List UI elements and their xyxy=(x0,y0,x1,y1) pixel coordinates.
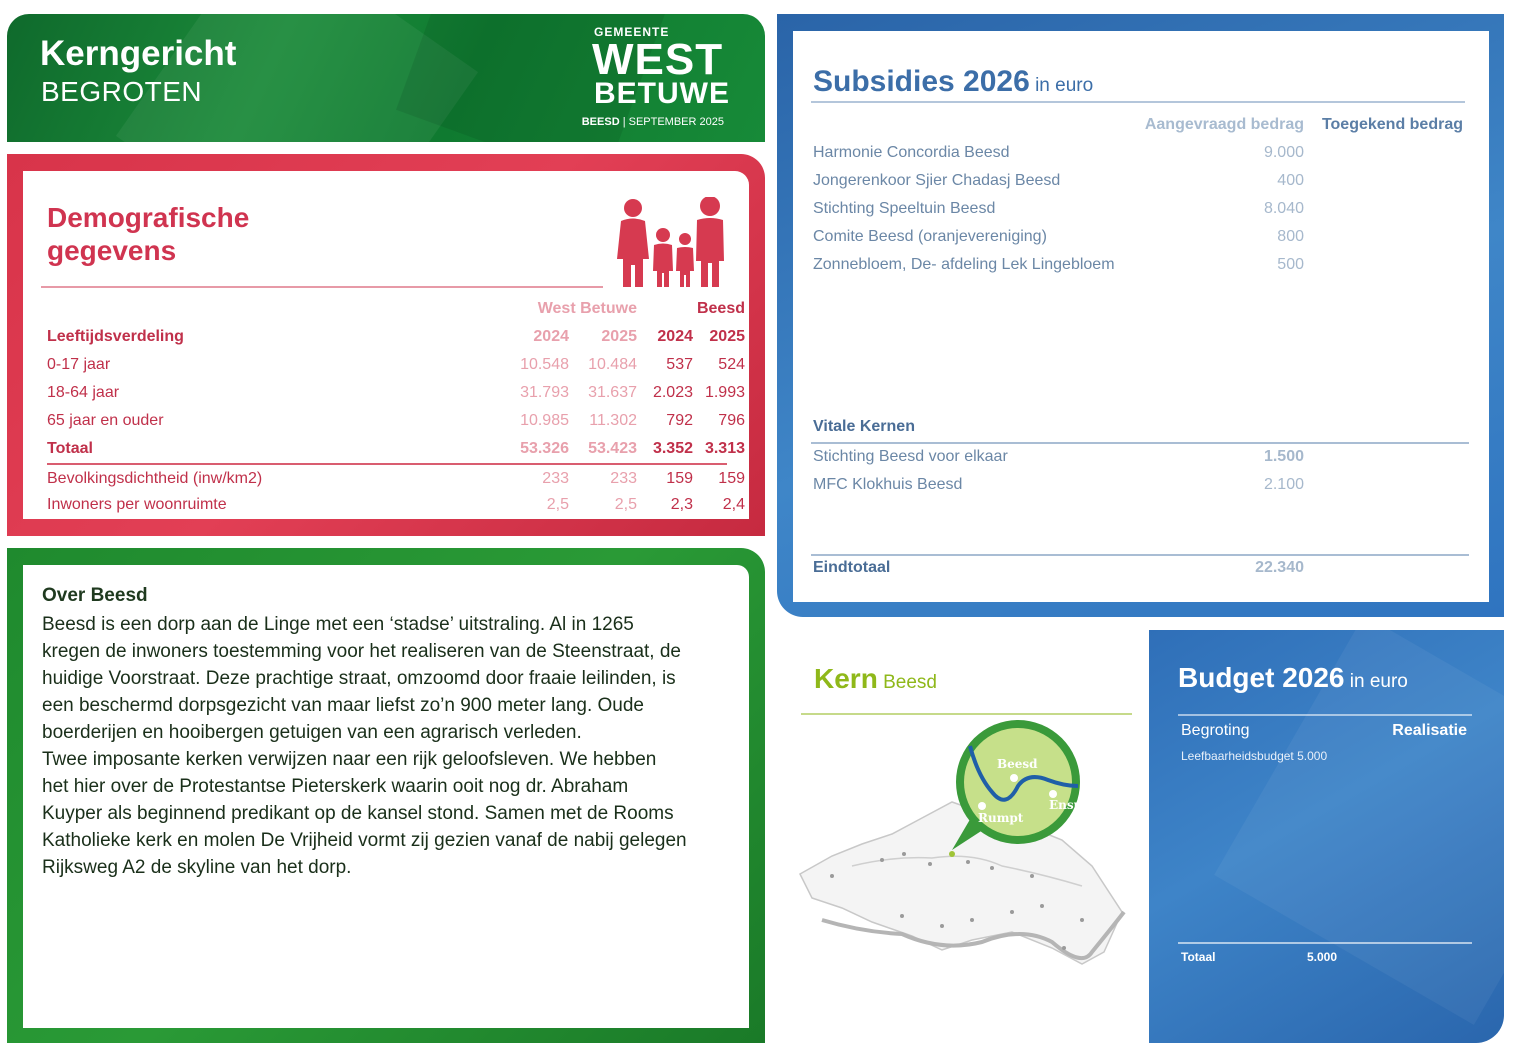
budget-item: Leefbaarheidsbudget 5.000 xyxy=(1181,749,1328,763)
header-date-line xyxy=(582,116,724,128)
text-line: het hier over de Protestantse Pieterskerk waarin ooit nog dr. Abraham xyxy=(42,776,629,797)
row-label: Stichting Beesd voor elkaar xyxy=(813,448,1008,465)
text-line: Beesd is een dorp aan de Linge met een ‘stadse’ uitstraling. Al in 1265 xyxy=(42,614,634,635)
map-label-beesd: Beesd xyxy=(997,757,1038,771)
table-row xyxy=(813,443,1469,471)
budget-panel xyxy=(1149,630,1504,1043)
row-label: 18-64 jaar xyxy=(47,384,120,401)
year-header: 2025 xyxy=(601,328,637,345)
cell-value: 233 xyxy=(610,470,637,487)
vitale-kernen-table xyxy=(813,443,1469,499)
budget-total-label: Totaal xyxy=(1181,950,1216,964)
cell-value: 2,4 xyxy=(722,496,745,513)
vitale-kernen-title: Vitale Kernen xyxy=(813,418,915,435)
header-date: | SEPTEMBER 2025 xyxy=(619,116,724,128)
cell-value: 10.548 xyxy=(520,356,569,373)
table-header-row xyxy=(813,111,1469,139)
table-header-row xyxy=(47,323,745,351)
map-label-enspijk: Enspijk xyxy=(1049,798,1100,812)
cell-value: 1.500 xyxy=(1263,448,1304,465)
subsidies-divider xyxy=(811,101,1465,103)
cell-value: 2,5 xyxy=(546,496,569,513)
cell-value: 31.637 xyxy=(588,384,637,401)
over-card xyxy=(23,565,749,1028)
cell-value: 11.302 xyxy=(589,412,637,429)
over-text xyxy=(42,611,732,881)
budget-total-divider xyxy=(1178,942,1472,944)
total-value: 22.340 xyxy=(1255,559,1304,576)
group-west-betuwe: West Betuwe xyxy=(537,300,637,317)
header-place: BEESD xyxy=(581,116,620,128)
row-label: Inwoners per woonruimte xyxy=(47,496,227,513)
year-header: 2024 xyxy=(657,328,693,345)
cell-value: 2.100 xyxy=(1263,476,1304,493)
budget-total-value: 5.000 xyxy=(1307,950,1338,964)
text-line: Rijksweg A2 de skyline van het dorp. xyxy=(42,857,352,878)
family-icon xyxy=(615,197,730,289)
row-label: 65 jaar en ouder xyxy=(47,412,164,429)
budget-title xyxy=(1178,662,1408,694)
demografie-title-line: gegevens xyxy=(47,235,177,266)
row-label: Harmonie Concordia Beesd xyxy=(813,144,1010,161)
year-header: 2024 xyxy=(533,328,569,345)
row-label: Stichting Speeltuin Beesd xyxy=(813,200,996,217)
header-banner xyxy=(7,14,765,142)
table-row xyxy=(813,195,1469,223)
demografie-panel xyxy=(7,154,765,536)
total-label: Eindtotaal xyxy=(813,559,891,576)
subsidies-panel xyxy=(777,14,1504,617)
year-header: 2025 xyxy=(709,328,745,345)
cell-value: 2.023 xyxy=(652,384,693,401)
cell-value: 2,5 xyxy=(614,496,637,513)
budget-title-main: Budget 2026 xyxy=(1178,662,1345,693)
table-row xyxy=(47,407,745,435)
cell-value: 10.484 xyxy=(588,356,637,373)
logo-betuwe: BETUWE xyxy=(594,77,730,110)
demografie-table xyxy=(47,295,745,519)
table-group-header xyxy=(47,295,745,323)
column-label: Leeftijdsverdeling xyxy=(47,328,184,345)
kern-divider xyxy=(801,713,1132,715)
table-row xyxy=(813,251,1469,279)
table-row xyxy=(47,463,745,491)
row-label: Comite Beesd (oranjevereniging) xyxy=(813,228,1047,245)
text-line: huidige Voorstraat. Deze prachtige straat, omzoomd door fraaie leilinden, is xyxy=(42,668,676,689)
over-title: Over Beesd xyxy=(42,585,148,606)
cell-value: 524 xyxy=(718,356,745,373)
text-line: Katholieke kerk en molen De Vrijheid vormt zij gezien vanaf de nabij gelegen xyxy=(42,830,687,851)
budget-title-unit: in euro xyxy=(1344,671,1408,692)
subsidies-title-main: Subsidies 2026 xyxy=(813,65,1030,98)
kern-map xyxy=(792,716,1130,972)
row-label: Jongerenkoor Sjier Chadasj Beesd xyxy=(813,172,1061,189)
column-granted: Toegekend bedrag xyxy=(1321,116,1463,133)
over-panel xyxy=(7,548,765,1043)
demografie-title-line: Demografische xyxy=(47,202,250,233)
row-label: MFC Klokhuis Beesd xyxy=(813,476,963,493)
cell-value: 9.000 xyxy=(1263,144,1304,161)
table-row xyxy=(813,223,1469,251)
cell-value: 1.993 xyxy=(704,384,745,401)
kern-title-main: Kern xyxy=(814,663,878,694)
column-requested: Aangevraagd bedrag xyxy=(1144,116,1304,133)
demografie-card xyxy=(23,171,749,519)
map-label-rumpt: Rumpt xyxy=(978,811,1024,825)
text-line: boerderijen en hooibergen getuigen van een agrarisch verleden. xyxy=(42,722,582,743)
header-title: Kerngericht xyxy=(40,34,237,73)
logo-west: WEST xyxy=(592,35,724,84)
table-row xyxy=(47,491,745,519)
total-row xyxy=(813,559,1469,583)
cell-value: 53.326 xyxy=(520,440,569,457)
demografie-title xyxy=(47,201,249,267)
cell-value: 53.423 xyxy=(588,440,637,457)
row-label: 0-17 jaar xyxy=(47,356,111,373)
text-line: een beschermd dorpsgezicht van maar liefst zo’n 900 meter lang. Oude xyxy=(42,695,644,716)
logo-gemeente: GEMEENTE xyxy=(594,25,670,39)
kern-title-place: Beesd xyxy=(877,672,937,693)
cell-value: 400 xyxy=(1277,172,1304,189)
table-row xyxy=(813,471,1469,499)
cell-value: 792 xyxy=(666,412,693,429)
demografie-divider xyxy=(41,286,603,288)
text-line: kregen de inwoners toestemming voor het realiseren van de Steenstraat, de xyxy=(42,641,681,662)
text-line: Twee imposante kerken verwijzen naar een rijk geloofsleven. We hebben xyxy=(42,749,657,770)
budget-divider xyxy=(1178,714,1472,716)
row-label: Totaal xyxy=(47,440,93,457)
cell-value: 2,3 xyxy=(670,496,693,513)
subsidies-title-unit: in euro xyxy=(1029,75,1094,96)
subsidies-title xyxy=(813,65,1093,99)
row-label: Zonnebloem, De- afdeling Lek Lingebloem xyxy=(813,256,1115,273)
cell-value: 500 xyxy=(1277,256,1304,273)
cell-value: 537 xyxy=(666,356,693,373)
header-subtitle: BEGROTEN xyxy=(41,76,203,107)
total-divider xyxy=(811,554,1469,556)
cell-value: 3.313 xyxy=(704,440,745,457)
cell-value: 31.793 xyxy=(520,384,569,401)
text-line: Kuyper als beginnend predikant op de kansel stond. Samen met de Rooms xyxy=(42,803,674,824)
row-label: Bevolkingsdichtheid (inw/km2) xyxy=(47,470,263,487)
column-begroting: Begroting xyxy=(1181,722,1250,739)
group-beesd: Beesd xyxy=(696,300,745,317)
cell-value: 800 xyxy=(1277,228,1304,245)
table-row xyxy=(47,351,745,379)
subsidies-card xyxy=(793,31,1489,602)
cell-value: 10.985 xyxy=(520,412,569,429)
table-row xyxy=(813,139,1469,167)
cell-value: 233 xyxy=(542,470,569,487)
cell-value: 159 xyxy=(666,470,693,487)
table-row-total xyxy=(47,435,745,463)
table-row xyxy=(47,379,745,407)
cell-value: 8.040 xyxy=(1263,200,1304,217)
cell-value: 159 xyxy=(718,470,745,487)
column-realisatie: Realisatie xyxy=(1392,722,1467,739)
cell-value: 796 xyxy=(718,412,745,429)
table-row xyxy=(813,167,1469,195)
kern-title xyxy=(814,663,937,695)
subsidies-table xyxy=(813,111,1469,279)
cell-value: 3.352 xyxy=(652,440,693,457)
